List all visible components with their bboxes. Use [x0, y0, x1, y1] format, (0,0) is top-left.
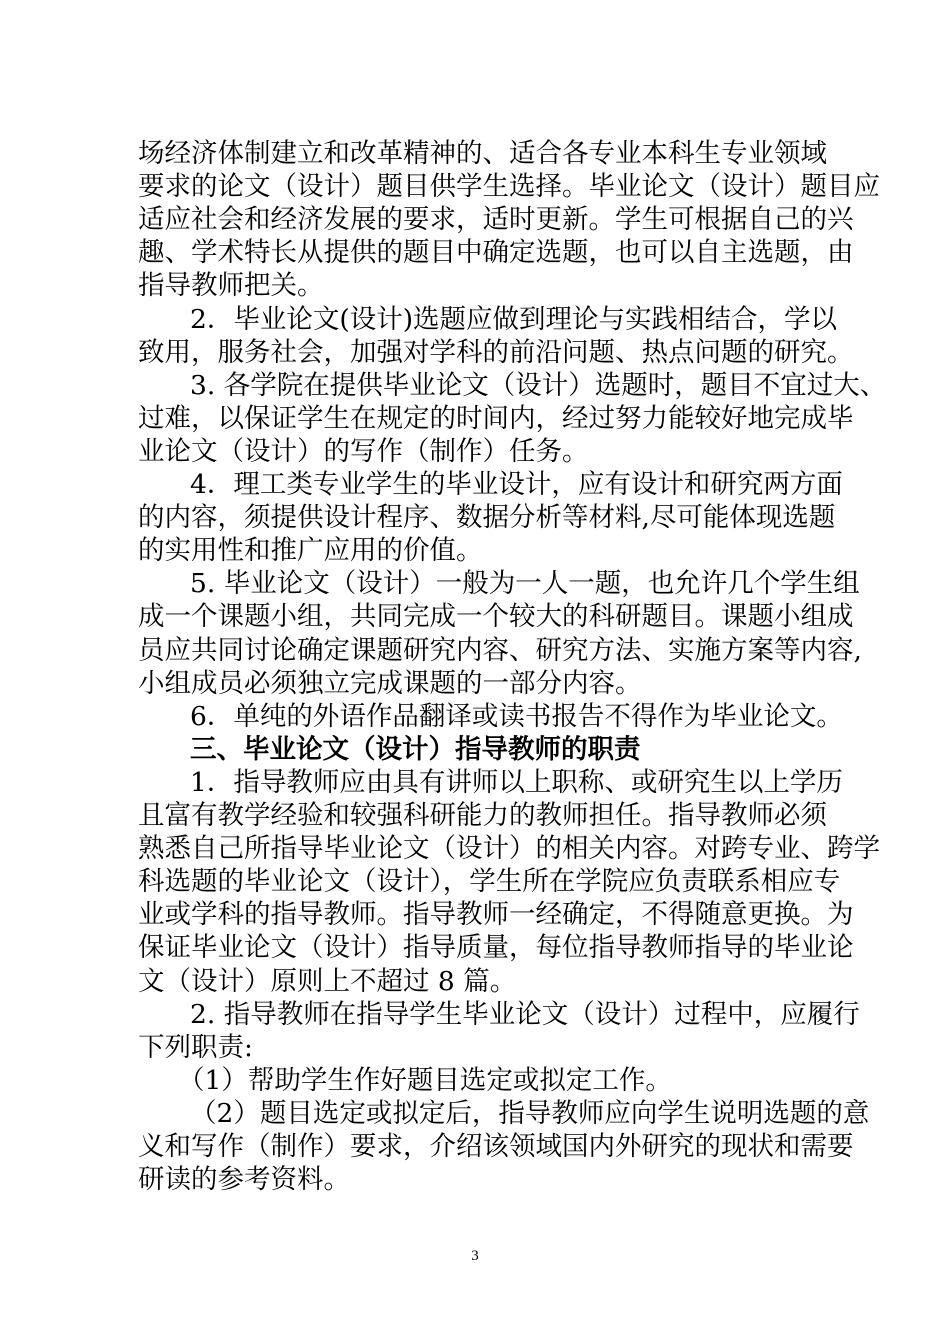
body-text-line: （1）帮助学生作好题目选定或拟定工作。 [178, 1065, 672, 1096]
body-text-line: 小组成员必须独立完成课题的一部分内容。 [138, 668, 642, 699]
body-text-line: 2. 指导教师在指导学生毕业论文（设计）过程中，应履行 [190, 999, 860, 1030]
body-text-line: 保证毕业论文（设计）指导质量，每位指导教师指导的毕业论 [138, 932, 854, 963]
body-text-line: 6．单纯的外语作品翻译或读书报告不得作为毕业论文。 [190, 701, 843, 732]
body-text-line: 员应共同讨论确定课题研究内容、研究方法、实施方案等内容, [138, 635, 862, 666]
body-text-line: 4．理工类专业学生的毕业设计，应有设计和研究两方面 [190, 469, 843, 500]
body-text-line: 业论文（设计）的写作（制作）任务。 [138, 436, 589, 467]
body-text-line: 过难，以保证学生在规定的时间内，经过努力能较好地完成毕 [138, 403, 854, 434]
body-text-line: 场经济体制建立和改革精神的、适合各专业本科生专业领域 [138, 138, 827, 169]
body-text-line: 指导教师把关。 [138, 270, 324, 301]
body-text-line: 科选题的毕业论文（设计），学生所在学院应负责联系相应专 [138, 866, 841, 897]
body-text-line: 1．指导教师应由具有讲师以上职称、或研究生以上学历 [190, 767, 843, 798]
body-text-line: 义和写作（制作）要求，介绍该领域国内外研究的现状和需要 [138, 1131, 854, 1162]
body-text-line: 适应社会和经济发展的要求，适时更新。学生可根据自己的兴 [138, 204, 854, 235]
page-number: 3 [471, 1248, 479, 1264]
body-text-line: 下列职责: [138, 1032, 253, 1063]
body-text-line: 2．毕业论文(设计)选题应做到理论与实践相结合，学以 [190, 304, 838, 335]
body-text-line: 致用，服务社会，加强对学科的前沿问题、热点问题的研究。 [138, 337, 854, 368]
body-text-line: 成一个课题小组，共同完成一个较大的科研题目。课题小组成 [138, 601, 854, 632]
body-text-line: 研读的参考资料。 [138, 1164, 350, 1195]
body-text-line: 5. 毕业论文（设计）一般为一人一题，也允许几个学生组 [190, 568, 860, 599]
body-text-line: 熟悉自己所指导毕业论文（设计）的相关内容。对跨专业、跨学 [138, 833, 880, 864]
body-text-line: 且富有教学经验和较强科研能力的教师担任。指导教师必须 [138, 800, 827, 831]
body-text-line: 文（设计）原则上不超过 8 篇。 [138, 966, 517, 997]
section-heading: 三、毕业论文（设计）指导教师的职责 [190, 734, 641, 765]
body-text-line: 3. 各学院在提供毕业论文（设计）选题时，题目不宜过大、 [190, 370, 887, 401]
body-text-line: （2）题目选定或拟定后，指导教师应向学生说明选题的意 [190, 1098, 870, 1129]
body-text-line: 业或学科的指导教师。指导教师一经确定，不得随意更换。为 [138, 899, 854, 930]
body-text-line: 趣、学术特长从提供的题目中确定选题，也可以自主选题，由 [138, 237, 854, 268]
body-text-line: 的实用性和推广应用的价值。 [138, 535, 483, 566]
body-text-line: 的内容，须提供设计程序、数据分析等材料,尽可能体现选题 [138, 502, 836, 533]
body-text-line: 要求的论文（设计）题目供学生选择。毕业论文（设计）题目应 [138, 171, 880, 202]
